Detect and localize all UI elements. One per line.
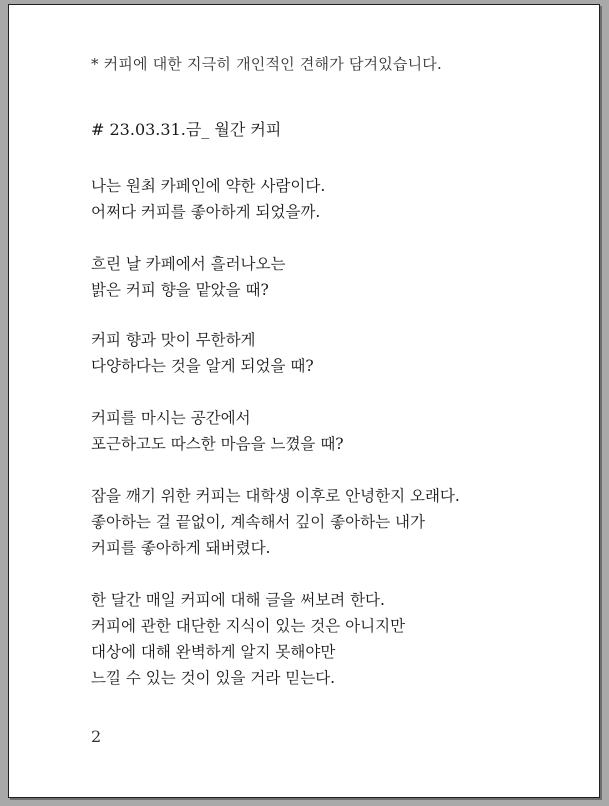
- paragraph-4-line-2: 포근하고도 따스한 마음을 느꼈을 때?: [91, 435, 344, 453]
- paragraph-5-line-3: 커피를 좋아하게 돼버렸다.: [91, 539, 271, 557]
- paragraph-6-line-2: 커피에 관한 대단한 지식이 있는 것은 아니지만: [91, 617, 406, 635]
- paragraph-2-line-2: 밝은 커피 향을 맡았을 때?: [91, 281, 269, 299]
- paragraph-3-line-2: 다양하다는 것을 알게 되었을 때?: [91, 357, 314, 375]
- paragraph-6-line-1: 한 달간 매일 커피에 대해 글을 써보려 한다.: [91, 591, 385, 609]
- paragraph-5-line-2: 좋아하는 걸 끝없이, 계속해서 깊이 좋아하는 내가: [91, 513, 425, 531]
- paragraph-5-line-1: 잠을 깨기 위한 커피는 대학생 이후로 안녕한지 오래다.: [91, 487, 460, 505]
- post-heading: # 23.03.31.금_ 월간 커피: [91, 120, 282, 139]
- paragraph-1-line-1: 나는 원최 카페인에 약한 사람이다.: [91, 177, 326, 195]
- page-number: 2: [91, 727, 102, 746]
- paragraph-4-line-1: 커피를 마시는 공간에서: [91, 409, 251, 427]
- paragraph-1-line-2: 어쩌다 커피를 좋아하게 되었을까.: [91, 203, 321, 221]
- paragraph-3-line-1: 커피 향과 맛이 무한하게: [91, 331, 256, 349]
- paragraph-6-line-4: 느낄 수 있는 것이 있을 거라 믿는다.: [91, 669, 336, 687]
- paragraph-2-line-1: 흐린 날 카페에서 흘러나오는: [91, 255, 286, 273]
- disclaimer-note: * 커피에 대한 지극히 개인적인 견해가 담겨있습니다.: [91, 55, 442, 73]
- document-page: [8, 4, 600, 798]
- paragraph-6-line-3: 대상에 대해 완벽하게 알지 못해야만: [91, 643, 336, 661]
